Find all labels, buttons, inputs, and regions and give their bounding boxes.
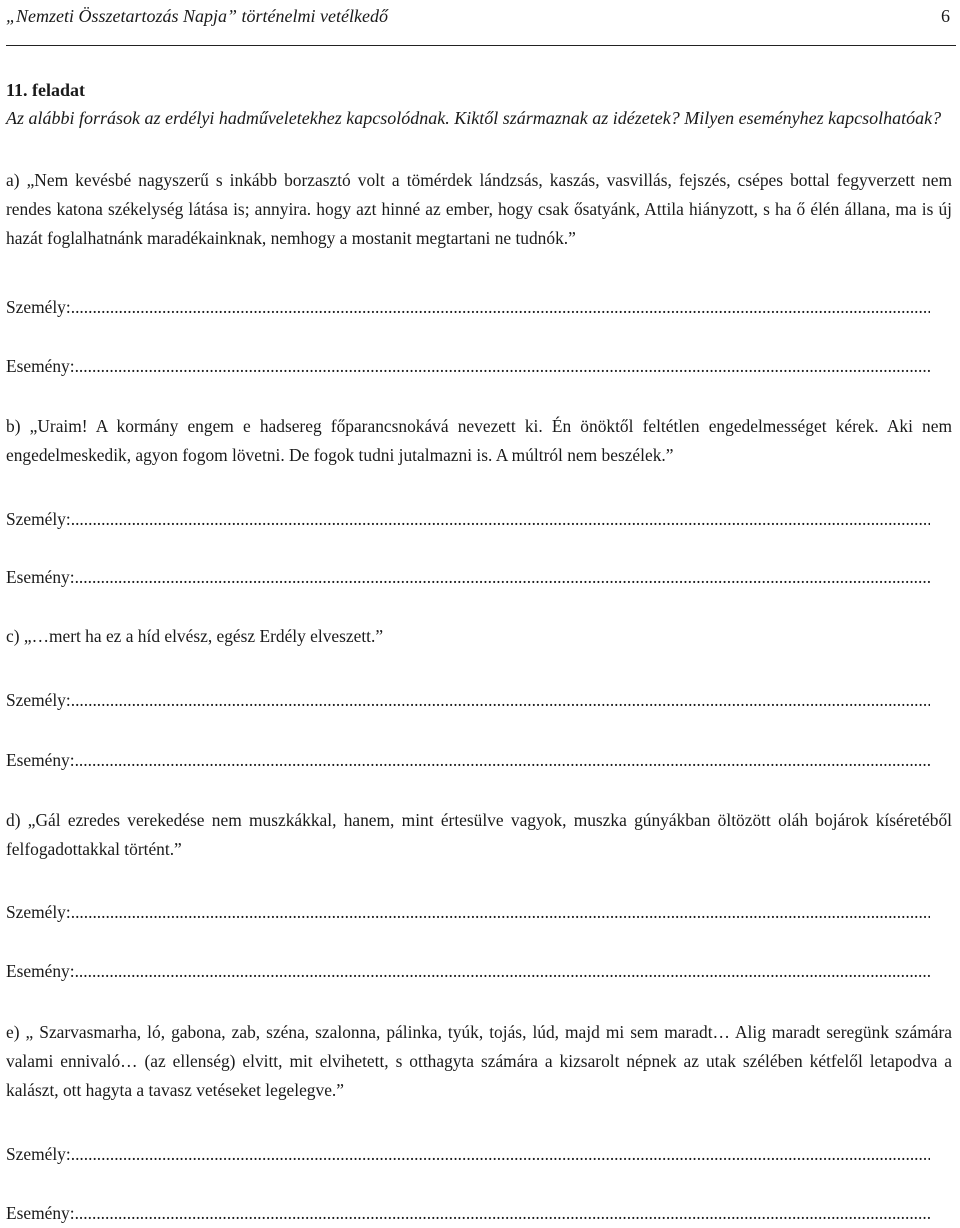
person-label: Személy: [6,690,71,710]
quote-e: e) „ Szarvasmarha, ló, gabona, zab, széna, szalonna, pálinka, tyúk, tojás, lúd, majd mi sem maradt… Alig maradt seregünk számára valami ennivaló… (az ellenség) elvitt, mit elvihetett, s otthagyta számára a kizsarolt népnek az utak szélében kétfelől letapodva a kalászt, ott hagyta a tavasz vetéseket legelegve.” [6,1022,952,1100]
event-field-c[interactable] [6,746,930,775]
quote-b: b) „Uraim! A kormány engem e hadsereg főparancsnokává nevezett ki. Én önöktől feltétlen engedelmességet kérek. Aki nem engedelmeskedik, agyon fogom lövetni. De fogok tudni jutalmazni is. A múltról nem beszélek.” [6,416,952,465]
person-label: Személy: [6,902,71,922]
page-header [6,6,956,46]
quote-d: d) „Gál ezredes verekedése nem muszkákkal, hanem, mint értesülve vagyok, muszka gúnyákban öltözött oláh bojárok kíséretéből felfogadottakkal történt.” [6,810,952,859]
event-field-d[interactable] [6,957,930,986]
quote-a: a) „Nem kevésbé nagyszerű s inkább borzasztó volt a tömérdek lándzsás, kaszás, vasvillás, fejszés, csépes bottal fegyverzett nem rendes katona székelység látása is; annyira. hogy azt hinné az ember, hogy csak ősatyánk, Attila hiányzott, s ha ő élén állana, ma is új hazát foglalhatnánk maradékainknak, nemhogy a mostanit megtartani ne tudnók.” [6,170,952,248]
event-label: Esemény: [6,356,75,376]
person-field-b[interactable] [6,505,930,534]
header-title: „Nemzeti Összetartozás Napja” történelmi vetélkedő [6,6,388,26]
person-label: Személy: [6,509,71,529]
event-field-b[interactable] [6,563,930,592]
page-number: 6 [941,6,950,26]
person-label: Személy: [6,297,71,317]
event-label: Esemény: [6,961,75,981]
event-field-a[interactable] [6,352,930,381]
quote-c: c) „…mert ha ez a híd elvész, egész Erdély elveszett.” [6,626,384,646]
task-title: 11. feladat [6,80,85,100]
person-field-d[interactable] [6,898,930,927]
person-label: Személy: [6,1144,71,1164]
task-instruction: Az alábbi források az erdélyi hadműveletekhez kapcsolódnak. Kiktől származnak az idézetek? Milyen eseményhez kapcsolhatóak? [6,108,942,128]
event-label: Esemény: [6,750,75,770]
event-label: Esemény: [6,1203,75,1223]
event-field-e[interactable] [6,1199,930,1228]
person-field-c[interactable] [6,686,930,715]
person-field-a[interactable] [6,293,930,322]
event-label: Esemény: [6,567,75,587]
person-field-e[interactable] [6,1140,930,1169]
